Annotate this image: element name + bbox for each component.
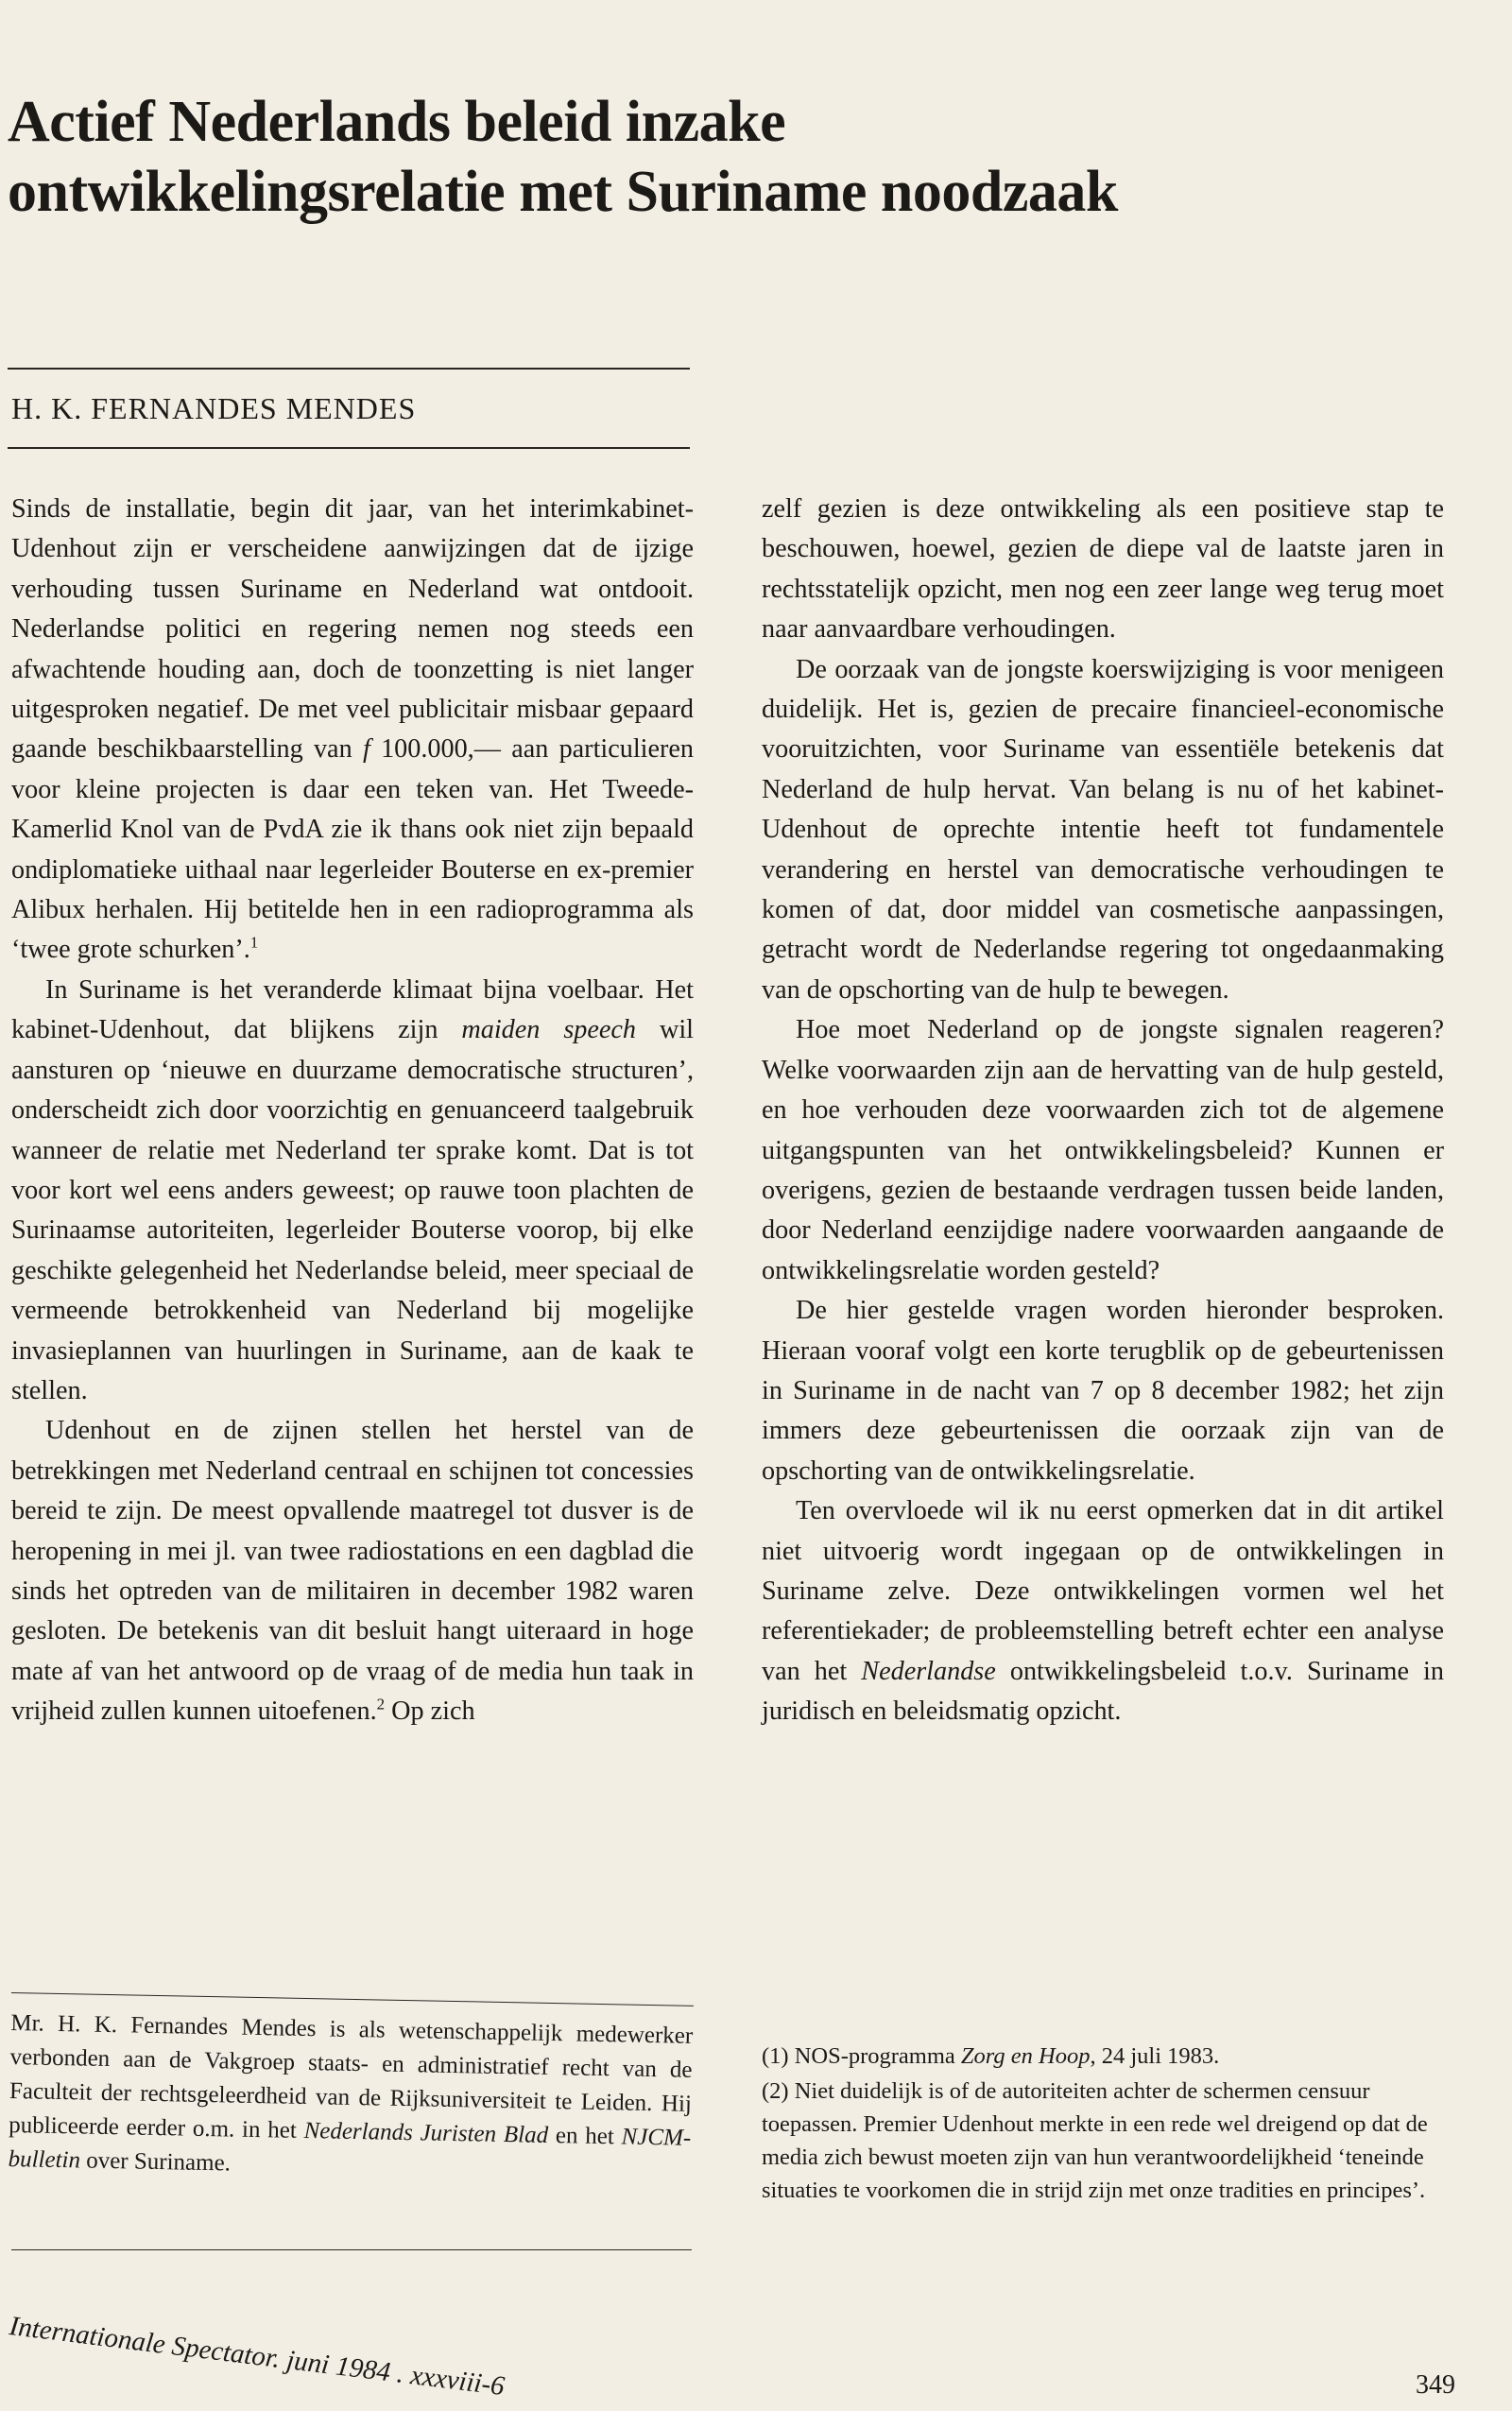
right-paragraph-5: Ten overvloede wil ik nu eerst opmerken dat in dit artikel niet uitvoerig wordt ingegaan op de ontwikkelingen in Suriname zelve. Deze ontwikkelingen vormen wel het referentiekader; de probleemstelling betreft echter een analyse van het Nederlandse ontwikkelingsbeleid t.o.v. Suriname in juridisch en beleidsmatig opzicht. [762,1496,1444,1727]
journal-citation [8,2311,507,2402]
page-number: 349 [1416,2370,1455,2400]
footnote-1: (1) NOS-programma Zorg en Hoop, 24 juli 1983. [762,2043,1220,2069]
footnote-ref-2: 2 [376,1695,386,1714]
right-paragraph-4: De hier gestelde vragen worden hieronder besproken. Hieraan vooraf volgt een korte terugblik op de gebeurtenissen in Suriname in de nacht van 7 op 8 december 1982; het zijn immers deze gebeurtenissen die oorzaak zijn van de opschorting van de ontwikkelingsrelatie. [762,1296,1444,1486]
right-paragraph-3: Hoe moet Nederland op de jongste signalen reageren? Welke voorwaarden zijn aan de hervatting van de hulp gesteld, en hoe verhouden deze voorwaarden zich tot de algemene uitgangspunten van het ontwikkelingsbeleid? Kunnen er overigens, gezien de bestaande verdragen tussen beide landen, door Nederland eenzijdige nadere voorwaarden aangaande de ontwikkelingsrelatie worden gesteld? [762,1015,1444,1285]
article-title [8,87,1236,227]
author-name: H. K. FERNANDES MENDES [11,391,417,425]
journal-issue: . juni 1984 . xxxviii-6 [271,2343,507,2402]
left-paragraph-2: In Suriname is het veranderde klimaat bijna voelbaar. Het kabinet-Udenhout, dat blijkens zijn maiden speech wil aansturen op ‘nieuwe en duurzame democratische structuren’, onderscheidt zich door voorzichtig en genuanceerd taalgebruik wanneer de relatie met Nederland ter sprake komt. Dat is tot voor kort wel eens anders geweest; op rauwe toon plachten de Surinaamse autoriteiten, legerleider Bouterse voorop, bij elke geschikte gelegenheid het Nederlandse beleid, meer speciaal de vermeende betrokkenheid van Nederland bij mogelijke invasieplannen van huurlingen in Suriname, aan de kaak te stellen. [11,974,694,1405]
bio-rule-bottom [11,2249,692,2250]
author-rule-top [8,368,690,370]
author-rule-bottom [8,447,690,449]
left-column [11,490,694,1732]
left-paragraph-1: Sinds de installatie, begin dit jaar, van het interimkabinet-Udenhout zijn er verscheidene aanwijzingen dat de ijzige verhouding tussen Suriname en Nederland wat ontdooit. Nederlandse politici en regering nemen nog steeds een afwachtende houding aan, doch de toonzetting is niet langer uitgesproken negatief. De met veel publicitair misbaar gepaard gaande beschikbaarstelling van f 100.000,— aan particulieren voor kleine projecten is daar een teken van. Het Tweede-Kamerlid Knol van de PvdA zie ik thans ook niet zijn bepaald ondiplomatieke uithaal naar legerleider Bouterse en ex-premier Alibux herhalen. Hij betitelde hen in een radioprogramma als ‘twee grote schurken’.$^1$ [11,494,695,965]
footnotes [762,2040,1444,2209]
footnote-2: (2) Niet duidelijk is of de autoriteiten achter de schermen censuur toepassen. Premier Udenhout merkte in een rede wel dreigend op dat de media zich bewust moeten zijn van hun verantwoordelijkheid ‘teneinde situaties te voorkomen die in strijd zijn met onze tradities en principes’. [762,2078,1428,2203]
right-column [762,490,1444,1732]
right-paragraph-2: De oorzaak van de jongste koerswijziging is voor menigeen duidelijk. Het is, gezien de precaire financieel-economische vooruitzichten, voor Suriname van essentiële betekenis dat Nederland de hulp hervat. Van belang is nu of het kabinet-Udenhout de oprechte intentie heeft tot fundamentele verandering en herstel van democratische verhoudingen te komen of dat, door middel van cosmetische aanpassingen, getracht wordt de Nederlandse regering tot ongedaanmaking van de opschorting van de hulp te bewegen. [762,654,1444,1005]
title-line-2: ontwikkelingsrelatie met Suriname noodzaak [8,160,1118,224]
author-bio: Mr. H. K. Fernandes Mendes is als wetenschappelijk medewerker verbonden aan de Vakgroep staats- en administratief recht van de Faculteit der rechtsgeleerdheid van de Rijksuniversiteit te Leiden. Hij publiceerde eerder o.m. in het Nederlands Juristen Blad en het NJCM-bulletin over Suriname. [8,1992,694,2190]
journal-name: Internationale Spectator [8,2311,275,2374]
footnote-ref-1: 1 [249,934,259,953]
left-paragraph-3: Udenhout en de zijnen stellen het herstel van de betrekkingen met Nederland centraal en schijnen tot concessies bereid te zijn. De meest opvallende maatregel tot dusver is de heropening in mei jl. van twee radiostations en een dagblad die sinds het optreden van de militairen in december 1982 waren gesloten. De betekenis van dit besluit hangt uiteraard in hoge mate af van het antwoord op de vraag of de media hun taak in vrijheid zullen kunnen uitoefenen.$^2$ Op zich [11,1416,694,1727]
right-paragraph-1: zelf gezien is deze ontwikkeling als een positieve stap te beschouwen, hoewel, gezien de diepe val de laatste jaren in rechtsstatelijk opzicht, men nog een zeer lange weg terug moet naar aanvaardbare verhoudingen. [762,494,1444,645]
title-line-1: Actief Nederlands beleid inzake [8,90,786,154]
